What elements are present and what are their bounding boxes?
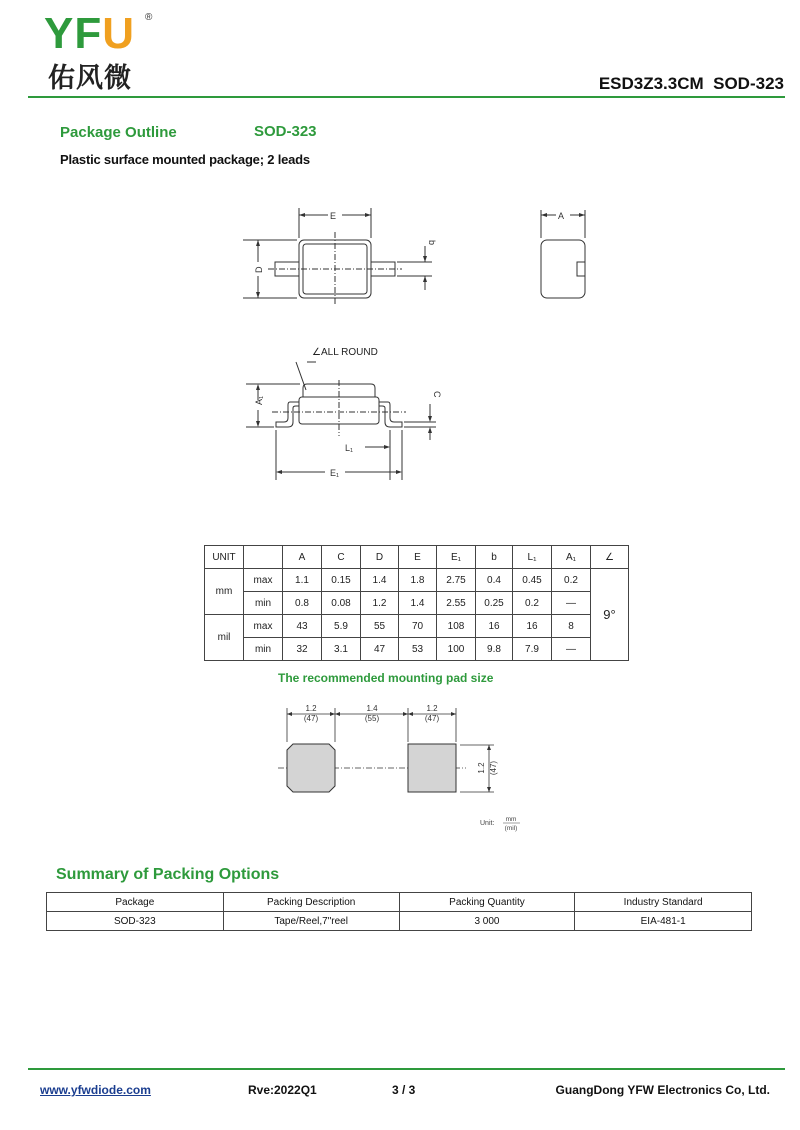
- table-row: [47, 912, 752, 931]
- value-cell: 5.9: [322, 615, 361, 638]
- label-e: E: [330, 211, 337, 221]
- row-label: max: [244, 615, 283, 638]
- unit-denominator: (mil): [504, 825, 518, 832]
- packing-heading: Summary of Packing Options: [56, 866, 280, 883]
- revision-label: Rve:2022Q1: [248, 1083, 317, 1097]
- package-description: Plastic surface mounted package; 2 leads: [60, 152, 310, 167]
- value-cell: 0.8: [283, 592, 322, 615]
- value-cell: 53: [399, 638, 437, 661]
- value-cell: 108: [437, 615, 476, 638]
- packing-cell: EIA-481-1: [575, 912, 752, 931]
- header-cell: Packing Description: [223, 893, 399, 912]
- table-row: [205, 638, 629, 661]
- value-cell: 70: [399, 615, 437, 638]
- logo-letters: YFU: [44, 9, 136, 58]
- dimension-header-row: [205, 546, 629, 569]
- header-cell: E₁: [437, 546, 476, 569]
- value-cell: 43: [283, 615, 322, 638]
- value-cell: 100: [437, 638, 476, 661]
- mounting-pad-left: [287, 744, 335, 792]
- label-l1: L₁: [345, 443, 354, 453]
- footer-rule: [28, 1068, 785, 1070]
- header-cell: E: [399, 546, 437, 569]
- unit-cell: mil: [205, 615, 244, 661]
- side-view-body: [541, 240, 585, 298]
- table-row: [205, 569, 629, 592]
- value-cell: 1.1: [283, 569, 322, 592]
- value-cell: 8: [552, 615, 591, 638]
- logo-chinese-name: 佑风微: [48, 63, 132, 94]
- dimension-table: [204, 545, 629, 661]
- mounting-pad-heading: The recommended mounting pad size: [278, 671, 494, 685]
- unit-cell: mm: [205, 569, 244, 615]
- table-row: [205, 592, 629, 615]
- value-cell: 0.45: [513, 569, 552, 592]
- packing-cell: Tape/Reel,7"reel: [223, 912, 399, 931]
- value-cell: 9.8: [476, 638, 513, 661]
- label-d: D: [254, 266, 264, 273]
- packing-header-row: [47, 893, 752, 912]
- value-cell: 0.4: [476, 569, 513, 592]
- table-row: [205, 615, 629, 638]
- packing-cell: SOD-323: [47, 912, 224, 931]
- label-b: b: [427, 240, 437, 246]
- header-cell: UNIT: [205, 546, 244, 569]
- value-cell: 0.15: [322, 569, 361, 592]
- website-link[interactable]: www.yfwdiode.com: [40, 1083, 151, 1097]
- part-title: ESD3Z3.3CM SOD-323: [598, 74, 784, 93]
- package-outline-heading: Package Outline: [60, 124, 177, 141]
- header-cell: A₁: [552, 546, 591, 569]
- mounting-pad-drawing: [0, 700, 800, 840]
- value-cell: 16: [476, 615, 513, 638]
- value-cell: 7.9: [513, 638, 552, 661]
- pad-height-mm: 1.2: [477, 762, 486, 774]
- label-e1: E₁: [330, 468, 340, 478]
- header-cell: Industry Standard: [575, 893, 752, 912]
- row-label: min: [244, 592, 283, 615]
- value-cell: 0.25: [476, 592, 513, 615]
- pad-height-mil: (47): [489, 760, 498, 776]
- header-cell: L₁: [513, 546, 552, 569]
- row-label: max: [244, 569, 283, 592]
- pad-dim-mil: (55): [364, 714, 380, 723]
- value-cell: 1.4: [361, 569, 399, 592]
- pad-dim-mm: 1.2: [305, 704, 317, 713]
- mounting-pad-right: [408, 744, 456, 792]
- package-name: SOD-323: [254, 123, 317, 140]
- row-label: min: [244, 638, 283, 661]
- value-cell: —: [552, 592, 591, 615]
- value-cell: 32: [283, 638, 322, 661]
- value-cell: 0.08: [322, 592, 361, 615]
- unit-label: Unit:: [480, 820, 495, 827]
- pad-dim-mm: 1.4: [366, 704, 378, 713]
- value-cell: 3.1: [322, 638, 361, 661]
- packing-cell: 3 000: [399, 912, 575, 931]
- value-cell: 0.2: [552, 569, 591, 592]
- value-cell: 1.2: [361, 592, 399, 615]
- pad-dim-mil: (47): [424, 714, 440, 723]
- angle-cell: 9°: [591, 569, 629, 661]
- value-cell: 2.55: [437, 592, 476, 615]
- header-rule: [28, 96, 785, 98]
- header-cell: A: [283, 546, 322, 569]
- value-cell: 55: [361, 615, 399, 638]
- unit-numerator: mm: [505, 816, 517, 823]
- value-cell: 1.8: [399, 569, 437, 592]
- page-number: 3 / 3: [392, 1083, 416, 1097]
- value-cell: 0.2: [513, 592, 552, 615]
- value-cell: 47: [361, 638, 399, 661]
- label-a: A: [558, 211, 565, 221]
- pad-dim-mil: (47): [303, 714, 319, 723]
- header-cell: D: [361, 546, 399, 569]
- registered-mark: ®: [145, 12, 153, 23]
- packing-table: [46, 892, 752, 931]
- label-c: C: [432, 391, 442, 398]
- value-cell: 2.75: [437, 569, 476, 592]
- header-cell: Package: [47, 893, 224, 912]
- value-cell: —: [552, 638, 591, 661]
- header-cell: C: [322, 546, 361, 569]
- pad-dim-mm: 1.2: [426, 704, 438, 713]
- header-cell: [244, 546, 283, 569]
- header-cell: Packing Quantity: [399, 893, 575, 912]
- value-cell: 1.4: [399, 592, 437, 615]
- label-a1: A₁: [254, 395, 264, 405]
- header-cell: ∠: [591, 546, 629, 569]
- package-outline-drawing: [0, 190, 800, 490]
- header-cell: b: [476, 546, 513, 569]
- company-name: GuangDong YFW Electronics Co, Ltd.: [555, 1083, 770, 1097]
- value-cell: 16: [513, 615, 552, 638]
- label-all-round: ∠ALL ROUND: [312, 347, 378, 358]
